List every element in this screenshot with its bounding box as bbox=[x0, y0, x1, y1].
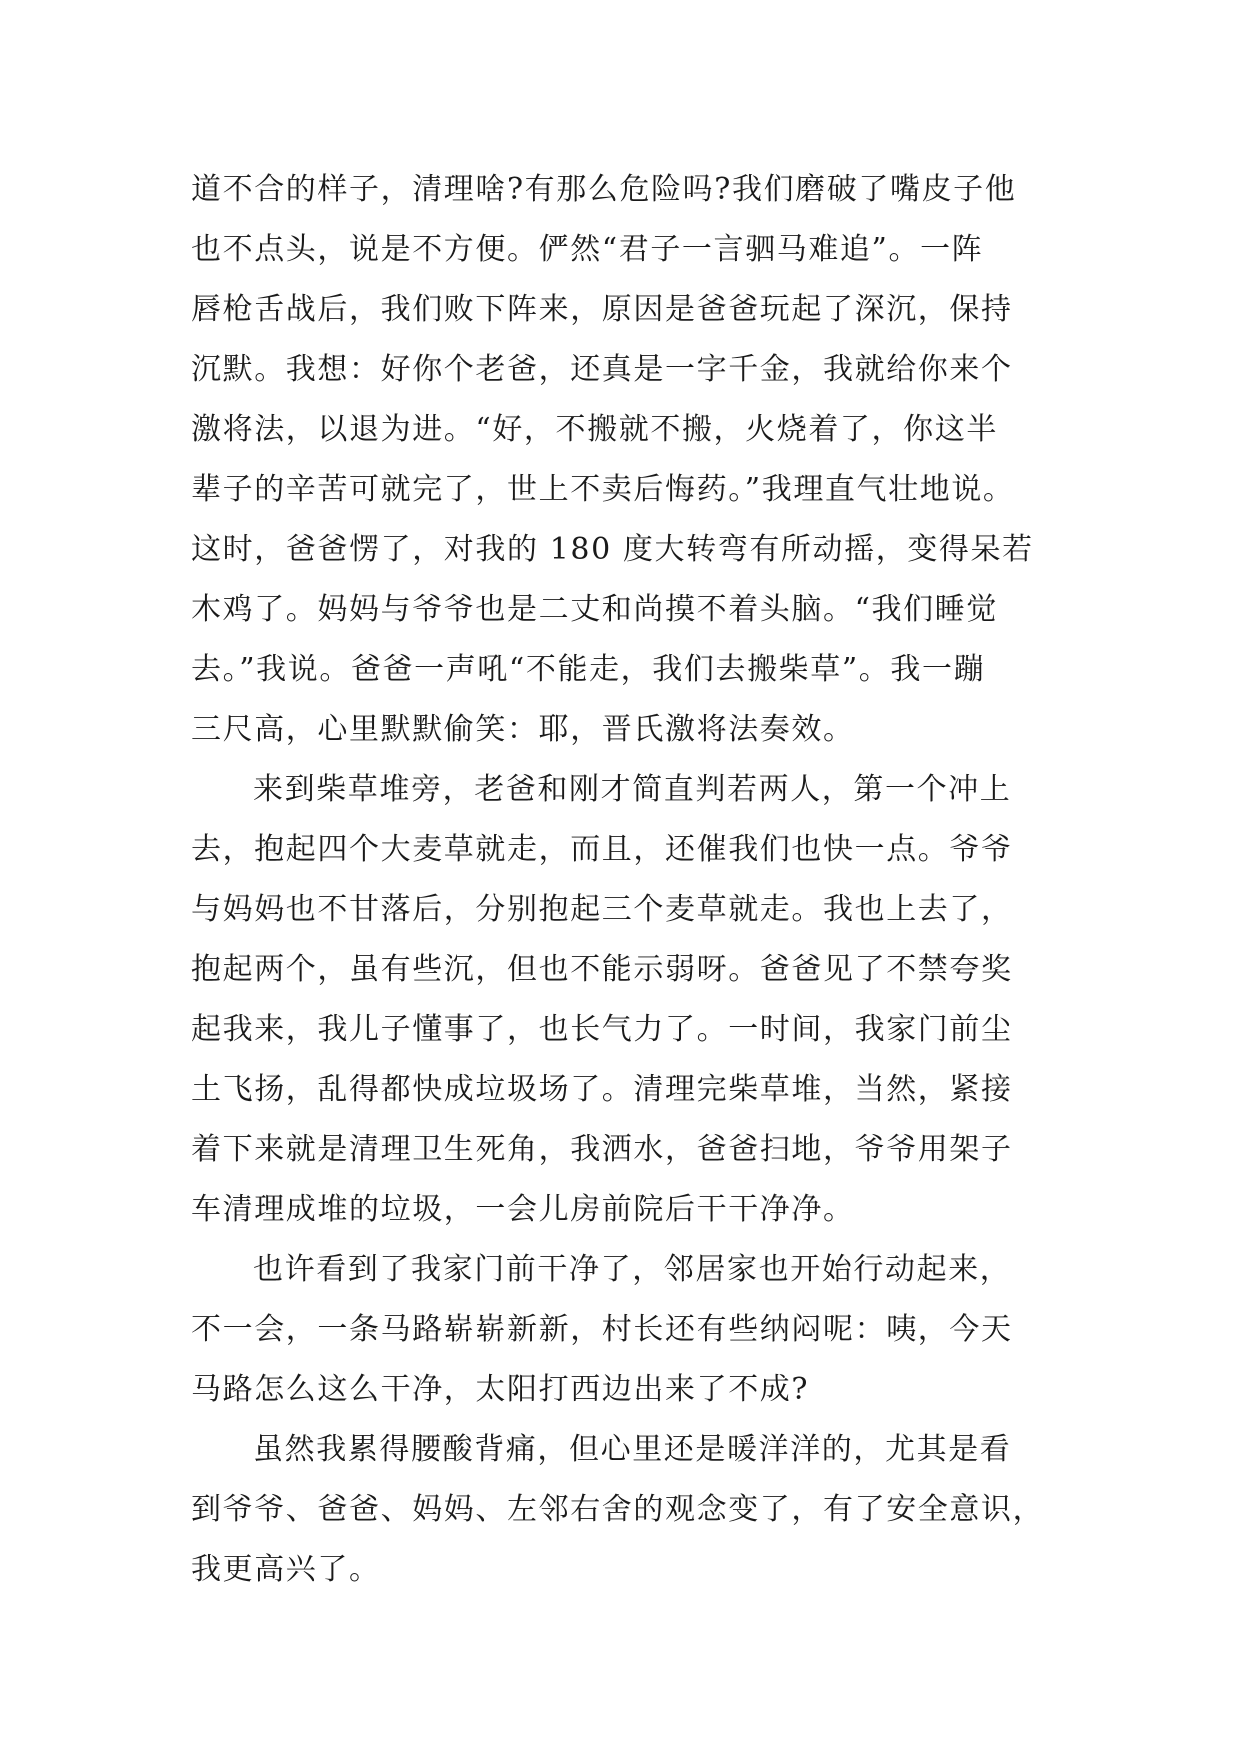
text-line: 起我来，我儿子懂事了，也长气力了。一时间，我家门前尘 bbox=[191, 1012, 1013, 1047]
text-line: 去。”我说。爸爸一声吼“不能走，我们去搬柴草”。我一蹦 bbox=[191, 652, 986, 687]
text-line: 道不合的样子，清理啥?有那么危险吗?我们磨破了嘴皮子他 bbox=[191, 172, 1017, 207]
text-line: 到爷爷、爸爸、妈妈、左邻右舍的观念变了，有了安全意识， bbox=[191, 1492, 1045, 1527]
text-line: 去，抱起四个大麦草就走，而且，还催我们也快一点。爷爷 bbox=[191, 832, 1013, 867]
text-line: 唇枪舌战后，我们败下阵来，原因是爸爸玩起了深沉，保持 bbox=[191, 292, 1013, 327]
text-line: 着下来就是清理卫生死角，我洒水，爸爸扫地，爷爷用架子 bbox=[191, 1132, 1013, 1167]
text-line: 虽然我累得腰酸背痛，但心里还是暖洋洋的，尤其是看 bbox=[253, 1432, 1012, 1467]
text-line: 激将法，以退为进。“好，不搬就不搬，火烧着了，你这半 bbox=[191, 412, 998, 447]
text-line: 来到柴草堆旁，老爸和刚才简直判若两人，第一个冲上 bbox=[253, 772, 1012, 807]
text-line: 也许看到了我家门前干净了，邻居家也开始行动起来， bbox=[253, 1252, 1012, 1287]
text-line: 辈子的辛苦可就完了，世上不卖后悔药。”我理直气壮地说。 bbox=[191, 472, 1015, 507]
body-text bbox=[191, 160, 1071, 1600]
text-line: 与妈妈也不甘落后，分别抱起三个麦草就走。我也上去了， bbox=[191, 892, 1013, 927]
text-line: 木鸡了。妈妈与爷爷也是二丈和尚摸不着头脑。“我们睡觉 bbox=[191, 592, 998, 627]
text-line: 土飞扬，乱得都快成垃圾场了。清理完柴草堆，当然，紧接 bbox=[191, 1072, 1013, 1107]
text-line: 抱起两个，虽有些沉，但也不能示弱呀。爸爸见了不禁夸奖 bbox=[191, 952, 1013, 987]
text-line: 车清理成堆的垃圾，一会儿房前院后干干净净。 bbox=[191, 1192, 855, 1227]
text-line: 我更高兴了。 bbox=[191, 1552, 381, 1587]
text-line: 三尺高，心里默默偷笑：耶，晋氏激将法奏效。 bbox=[191, 712, 855, 747]
text-line: 马路怎么这么干净，太阳打西边出来了不成? bbox=[191, 1372, 810, 1407]
text-line: 这时，爸爸愣了，对我的 180 度大转弯有所动摇，变得呆若 bbox=[191, 532, 1034, 567]
text-line: 也不点头，说是不方便。俨然“君子一言驷马难追”。一阵 bbox=[191, 232, 984, 267]
text-line: 不一会，一条马路崭崭新新，村长还有些纳闷呢：咦，今天 bbox=[191, 1312, 1013, 1347]
text-line: 沉默。我想：好你个老爸，还真是一字千金，我就给你来个 bbox=[191, 352, 1013, 387]
